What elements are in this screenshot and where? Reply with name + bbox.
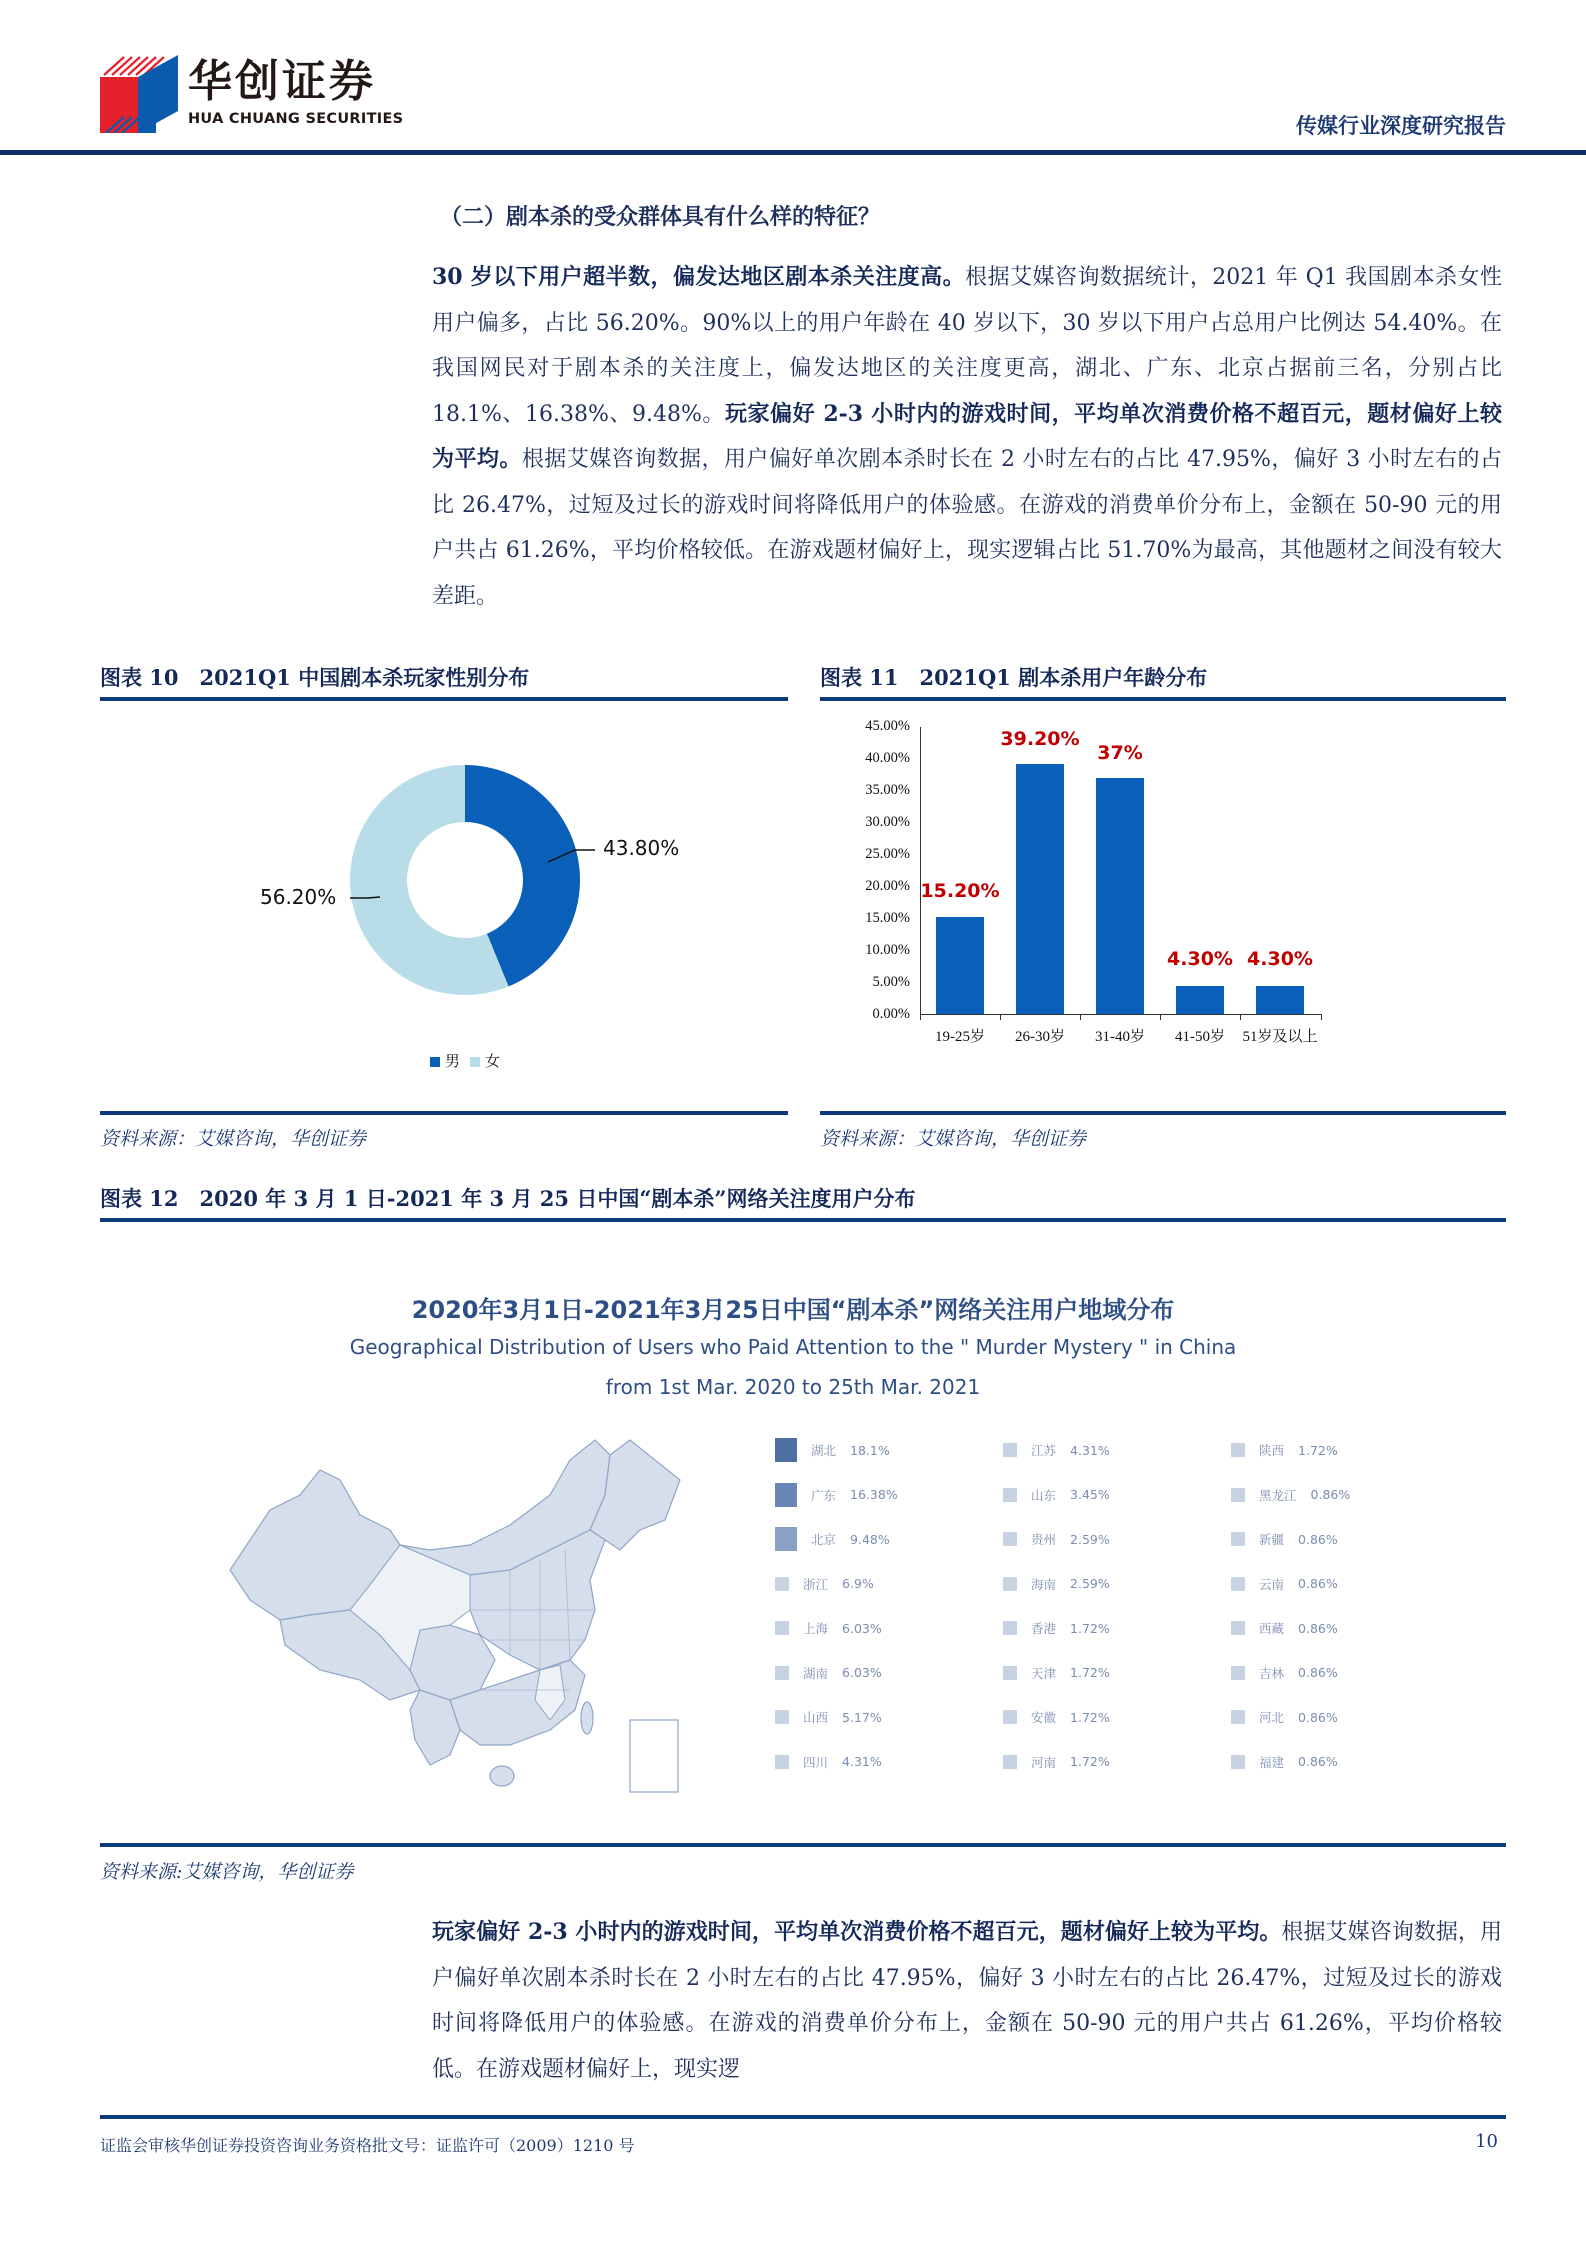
bar-label: 15.20% [920, 880, 1000, 902]
legend-item-female: 女 [470, 1050, 500, 1071]
figure-10-rule [100, 697, 788, 701]
figure-11-source: 资料来源：艾媒咨询，华创证券 [820, 1128, 1087, 1150]
y-tick: 30.00% [865, 814, 910, 830]
legend-swatch [1231, 1488, 1245, 1502]
legend-swatch [1003, 1666, 1017, 1680]
map-title-en: Geographical Distribution of Users who Paid Attention to the " Murder Mystery " in China [349, 1335, 1237, 1359]
figure-10-source: 资料来源：艾媒咨询，华创证券 [100, 1128, 367, 1150]
legend-swatch [1231, 1755, 1245, 1769]
y-tick: 20.00% [865, 878, 910, 894]
legend-item: 湖北 18.1% [775, 1428, 1003, 1473]
legend-swatch [775, 1755, 789, 1769]
bar-51-plus [1256, 986, 1304, 1014]
legend-swatch [775, 1577, 789, 1591]
x-tick-mark [1240, 1014, 1241, 1020]
section-title: （二）剧本杀的受众群体具有什么样的特征？ [440, 204, 881, 230]
legend-item: 贵州 2.59% [1003, 1517, 1231, 1562]
legend-item: 安徽 1.72% [1003, 1695, 1231, 1740]
legend-swatch [775, 1710, 789, 1724]
legend-swatch [1003, 1755, 1017, 1769]
legend-item: 河北 0.86% [1231, 1695, 1431, 1740]
y-tick: 10.00% [865, 942, 910, 958]
figure-11-rule [820, 697, 1506, 701]
x-label: 31-40岁 [1095, 1029, 1145, 1045]
report-type: 传媒行业深度研究报告 [1296, 113, 1506, 138]
y-tick: 40.00% [865, 750, 910, 766]
legend-item: 湖南 6.03% [775, 1651, 1003, 1696]
header-divider [0, 150, 1586, 155]
paragraph-lead: 玩家偏好 2-3 小时内的游戏时间，平均单次消费价格不超百元，题材偏好上较为平均。 [432, 1919, 1282, 1945]
figure-12-rule [100, 1218, 1506, 1222]
bar-label: 39.20% [1000, 728, 1080, 750]
legend-item: 山东 3.45% [1003, 1473, 1231, 1518]
gender-legend [430, 1050, 500, 1071]
paragraph-lead-2: 玩家偏好 2-3 小时内的游戏时间，平均单次消费价格不超百元，题材偏好上较为平均。 [432, 400, 1502, 472]
x-label: 51岁及以上 [1242, 1029, 1318, 1045]
x-label: 19-25岁 [935, 1029, 985, 1045]
bar-label: 4.30% [1247, 948, 1313, 970]
bar-41-50 [1176, 986, 1224, 1014]
legend-item: 上海 6.03% [775, 1606, 1003, 1651]
legend-swatch [775, 1666, 789, 1680]
x-axis [920, 1014, 1322, 1015]
legend-item: 海南 2.59% [1003, 1562, 1231, 1607]
x-tick-mark [1000, 1014, 1001, 1020]
legend-swatch [1003, 1443, 1017, 1457]
legend-item: 山西 5.17% [775, 1695, 1003, 1740]
legend-swatch [1003, 1621, 1017, 1635]
legend-swatch [775, 1527, 797, 1551]
y-axis [920, 727, 921, 1014]
legend-swatch [775, 1483, 797, 1507]
province-legend [775, 1428, 1375, 1784]
bar-26-30 [1016, 764, 1064, 1014]
legend-swatch [775, 1438, 797, 1462]
legend-item: 天津 1.72% [1003, 1651, 1231, 1696]
map-title-en-dates: from 1st Mar. 2020 to 25th Mar. 2021 [605, 1375, 981, 1399]
map-title-cn: 2020年3月1日-2021年3月25日中国“剧本杀”网络关注用户地域分布 [411, 1296, 1175, 1324]
legend-swatch [1231, 1666, 1245, 1680]
figure-12-bottom-rule [100, 1843, 1506, 1847]
y-tick: 15.00% [865, 910, 910, 926]
legend-item: 黑龙江 0.86% [1231, 1473, 1431, 1518]
paragraph-audience [432, 255, 1502, 619]
legend-swatch [1231, 1621, 1245, 1635]
bar-label: 4.30% [1167, 948, 1233, 970]
donut-label-female: 56.20% [260, 885, 337, 909]
bar-31-40 [1096, 778, 1144, 1014]
x-label: 26-30岁 [1015, 1029, 1065, 1045]
legend-swatch [1231, 1710, 1245, 1724]
age-bar-chart [830, 720, 1480, 1060]
donut-label-male: 43.80% [603, 836, 680, 860]
legend-swatch [1003, 1532, 1017, 1546]
x-label: 41-50岁 [1175, 1029, 1225, 1045]
legend-item: 吉林 0.86% [1231, 1651, 1431, 1696]
bar-label: 37% [1097, 742, 1143, 764]
logo-text-cn: 华创证券 [188, 56, 376, 107]
paragraph-preferences [432, 1910, 1502, 2092]
footer-divider [100, 2115, 1506, 2119]
legend-item: 广东 16.38% [775, 1473, 1003, 1518]
figure-11-title: 图表 11 2021Q1 剧本杀用户年龄分布 [820, 665, 1208, 690]
paragraph-body-1: 根据艾媒咨询数据统计，2021 年 Q1 我国剧本杀女性用户偏多，占比 56.20%。90%以上的用户年龄在 40 岁以下，30 岁以下用户占总用户比例达 54.40%。在我国网民对于剧本杀的关注度上，偏发达地区的关注度更高，湖北、广东、北京占据前三名，分别占比 18.1%、16.38%、9.48%。 [432, 265, 1502, 427]
legend-swatch-female [470, 1057, 480, 1067]
footer-license: 证监会审核华创证券投资咨询业务资格批文号：证监许可（2009）1210 号 [100, 2136, 635, 2155]
x-tick-mark [1080, 1014, 1081, 1020]
legend-item: 西藏 0.86% [1231, 1606, 1431, 1651]
legend-swatch [1003, 1710, 1017, 1724]
figure-12-title: 图表 12 2020 年 3 月 1 日-2021 年 3 月 25 日中国“剧本杀”网络关注度用户分布 [100, 1186, 916, 1211]
legend-swatch [775, 1621, 789, 1635]
south-china-sea-inset [630, 1720, 678, 1792]
legend-item: 河南 1.72% [1003, 1740, 1231, 1785]
logo-text-en: HUA CHUANG SECURITIES [188, 111, 404, 127]
page-number: 10 [1475, 2131, 1498, 2152]
paragraph-lead-1: 30 岁以下用户超半数，偏发达地区剧本杀关注度高。 [432, 264, 966, 290]
figure-10-title: 图表 10 2021Q1 中国剧本杀玩家性别分布 [100, 665, 530, 690]
x-tick-mark [920, 1014, 921, 1020]
y-tick: 45.00% [865, 718, 910, 734]
figure-12-source: 资料来源:艾媒咨询，华创证券 [100, 1861, 354, 1883]
legend-swatch [1231, 1577, 1245, 1591]
donut-leader-lines [300, 740, 720, 1060]
legend-item: 北京 9.48% [775, 1517, 1003, 1562]
legend-swatch [1231, 1443, 1245, 1457]
legend-item: 云南 0.86% [1231, 1562, 1431, 1607]
legend-swatch-male [430, 1057, 440, 1067]
figure-11-bottom-rule [820, 1111, 1506, 1115]
legend-swatch [1003, 1488, 1017, 1502]
legend-item-male: 男 [430, 1050, 460, 1071]
legend-item: 四川 4.31% [775, 1740, 1003, 1785]
legend-item: 新疆 0.86% [1231, 1517, 1431, 1562]
figure-10-bottom-rule [100, 1111, 788, 1115]
y-tick: 5.00% [872, 974, 910, 990]
logo-cube-icon [100, 55, 178, 133]
x-tick-mark [1160, 1014, 1161, 1020]
legend-item: 福建 0.86% [1231, 1740, 1431, 1785]
y-tick: 0.00% [872, 1006, 910, 1022]
legend-item: 浙江 6.9% [775, 1562, 1003, 1607]
paragraph-body-2: 根据艾媒咨询数据，用户偏好单次剧本杀时长在 2 小时左右的占比 47.95%，偏好 3 小时左右的占比 26.47%，过短及过长的游戏时间将降低用户的体验感。在游戏的消费单价分布上，金额在 50-90 元的用户共占 61.26%，平均价格较低。在游戏题材偏好上，现实逻辑占比 51.70%为最高，其他题材之间没有较大差距。 [432, 447, 1502, 609]
legend-item: 香港 1.72% [1003, 1606, 1231, 1651]
company-logo [100, 55, 410, 135]
y-tick: 25.00% [865, 846, 910, 862]
bar-19-25 [936, 917, 984, 1014]
y-tick: 35.00% [865, 782, 910, 798]
legend-item: 陕西 1.72% [1231, 1428, 1431, 1473]
x-tick-mark [1321, 1014, 1322, 1020]
legend-swatch [1003, 1577, 1017, 1591]
china-map [210, 1400, 750, 1820]
legend-item: 江苏 4.31% [1003, 1428, 1231, 1473]
gender-donut-chart [260, 740, 720, 1060]
legend-swatch [1231, 1532, 1245, 1546]
paragraph-body: 根据艾媒咨询数据，用户偏好单次剧本杀时长在 2 小时左右的占比 47.95%，偏好 3 小时左右的占比 26.47%，过短及过长的游戏时间将降低用户的体验感。在游戏的消费单价分布上，金额在 50-90 元的用户共占 61.26%，平均价格较低。在游戏题材偏好上，现实逻 [432, 1920, 1502, 2082]
